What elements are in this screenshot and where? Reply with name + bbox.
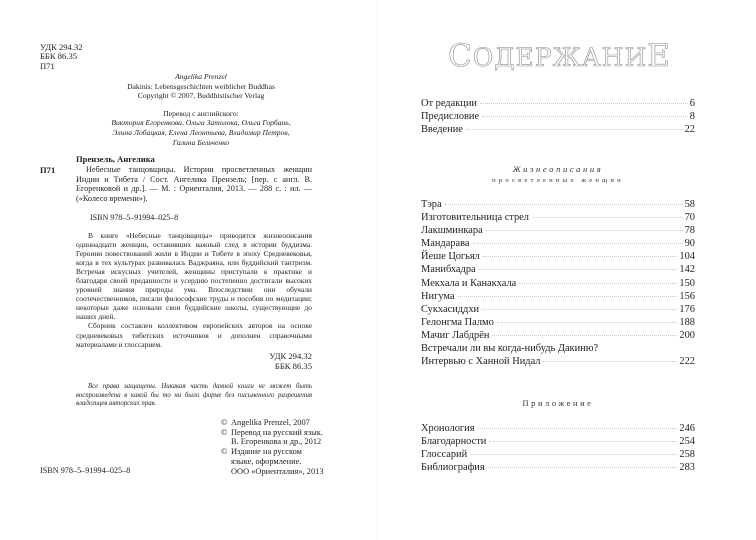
original-author: Angelika Prenzel <box>175 72 227 81</box>
toc-page-number: 246 <box>679 423 695 434</box>
abstract-paragraph: В книге «Небесные танцовщицы» приводятся жизнеописания одиннадцати женщин, оставивших важный след в истории буддизма. Героини повествований жили в Индии и Тибете в эпоху Средневековья, когда в тех культурах развивалась Ваджраяна, или буддийский тантризм. Встречая искусных учителей, женщины приступали к практике и благодаря своей преданности и усердию постепенно достигали высоких уровней знания природы ума. Впоследствии они обучали соотечественников, писали философские труды и пособия по медитации; некоторые даже основали свои буддийские школы, существующие до наших дней. <box>76 231 312 322</box>
dot-leader <box>543 361 677 362</box>
classification-codes-bottom <box>252 352 312 371</box>
title-final: Е <box>647 38 671 74</box>
dot-leader <box>458 296 678 297</box>
toc-entry[interactable] <box>421 448 695 461</box>
toc-intro-list <box>421 97 695 136</box>
toc-entry-label: Благодарности <box>421 436 487 448</box>
section-subheading-biographies: просветленных женщин <box>492 177 624 184</box>
dot-leader <box>497 322 678 323</box>
title-initial: С <box>448 38 473 74</box>
toc-entry-label: Манибхадра <box>421 264 476 276</box>
toc-entry[interactable] <box>421 461 695 474</box>
copyright-line: Издание на русском <box>231 447 302 457</box>
toc-entry-label: Тэра <box>421 199 442 210</box>
bbk-code: ББК 86.35 <box>274 360 312 371</box>
toc-entry-label: Нигума <box>421 290 455 302</box>
dot-leader <box>478 428 678 429</box>
toc-entry[interactable] <box>421 422 695 435</box>
toc-page-number: 8 <box>689 111 695 123</box>
section-heading-biographies: Жизнеописания <box>512 164 604 174</box>
toc-page-number: 283 <box>679 462 695 474</box>
translator-line: Виктория Егоренкова, Ольга Затолока, Ольга Горбань, <box>111 118 291 128</box>
abstract-paragraph: Сборник составлен коллективом европейских авторов на основе средневековых тибетских источников и дополнен справочными материалами и глоссарием. <box>76 321 312 349</box>
toc-entry-label: Лакшминкара <box>421 225 483 237</box>
toc-entry[interactable] <box>421 290 695 303</box>
toc-page-number: 176 <box>679 303 695 315</box>
toc-page-number: 78 <box>684 225 695 237</box>
toc-page-number: 222 <box>679 356 695 368</box>
toc-entry-label: Встречали ли вы когда-нибудь Дакиню? <box>421 343 599 355</box>
toc-entry[interactable] <box>421 237 695 250</box>
toc-page-number: 254 <box>679 436 695 448</box>
toc-entry[interactable] <box>421 123 695 136</box>
copyright-symbol: © <box>221 447 228 457</box>
toc-entry-label: Интервью с Ханной Нидал <box>421 356 541 368</box>
copyright-item <box>221 418 324 428</box>
contents-title <box>448 38 671 74</box>
catalog-code: П71 <box>40 165 56 175</box>
toc-page-number: 6 <box>689 98 695 109</box>
dot-leader <box>445 204 683 205</box>
toc-entry-label: Мандарава <box>421 238 470 250</box>
toc-entry[interactable] <box>421 198 695 211</box>
isbn-catalog: ISBN 978–5–91994–025–8 <box>90 213 179 222</box>
toc-entry[interactable] <box>421 329 695 342</box>
copyright-list <box>221 418 324 476</box>
toc-entry-label: Йеше Цогьял <box>421 251 480 263</box>
toc-page-number: 150 <box>679 277 695 289</box>
toc-page-number: 70 <box>684 212 695 224</box>
isbn-bottom: ISBN 978–5–91994–025–8 <box>40 466 131 475</box>
toc-page-number: 188 <box>679 316 695 328</box>
dot-leader <box>479 269 678 270</box>
dot-leader <box>492 335 677 336</box>
toc-entry[interactable] <box>421 435 695 448</box>
rights-notice: Все права защищены. Никакая часть данной книги не может быть воспроизведена в какой бы то ни было форме без письменного разрешения владельцев авторских прав. <box>76 383 312 408</box>
copyright-line: ООО «Ориенталия», 2013 <box>231 466 324 476</box>
title-middle: ОДЕРЖАНИ <box>472 43 648 72</box>
toc-page-number: 200 <box>679 329 695 341</box>
dot-leader <box>488 467 678 468</box>
toc-page-number: 156 <box>679 290 695 302</box>
toc-entry[interactable] <box>421 250 695 263</box>
copyright-line: языке, оформление. <box>231 456 302 466</box>
book-abstract <box>76 231 312 349</box>
copyright-line: Angelika Prenzel, 2007 <box>231 418 310 427</box>
dot-leader <box>489 441 677 442</box>
author-mark: П71 <box>40 60 55 71</box>
toc-entry-label: Изготовительница стрел <box>421 212 529 224</box>
dot-leader <box>482 116 688 117</box>
toc-entry[interactable] <box>421 277 695 290</box>
copyright-item <box>221 447 324 476</box>
dot-leader <box>483 256 678 257</box>
translator-line: Галина Бельченко <box>172 137 230 147</box>
translated-from: Перевод с английского: <box>163 108 239 118</box>
udk-code: УДК 294.32 <box>269 351 312 361</box>
dot-leader <box>532 217 683 218</box>
catalog-author: Прензель, Ангелика <box>76 154 155 164</box>
toc-entry[interactable] <box>421 316 695 329</box>
section-heading-appendix: Приложение <box>522 399 594 408</box>
dot-leader <box>473 243 683 244</box>
toc-entry-label: Мекхала и Канакхала <box>421 277 517 289</box>
toc-entry-label: Хронология <box>421 423 475 434</box>
dot-leader <box>482 309 677 310</box>
toc-entry[interactable] <box>421 97 695 110</box>
original-edition-info <box>96 72 306 147</box>
toc-entry-label: Библиография <box>421 462 485 474</box>
classification-codes-top <box>40 43 83 71</box>
dot-leader <box>486 230 683 231</box>
dot-leader <box>519 283 677 284</box>
original-title: Dakinis: Lebensgeschichten weiblicher Buddhas <box>127 81 275 91</box>
toc-entry-label: Глоссарий <box>421 449 468 461</box>
toc-page-number: 58 <box>684 199 695 210</box>
toc-entry-label: От редакции <box>421 98 477 109</box>
toc-entry[interactable] <box>421 110 695 123</box>
toc-entry[interactable] <box>421 303 695 316</box>
toc-entry[interactable] <box>421 342 695 355</box>
toc-appendix-list <box>421 422 695 474</box>
toc-entry[interactable] <box>421 263 695 276</box>
copyright-line: Перевод на русский язык. <box>231 427 323 437</box>
udk-code: УДК 294.32 <box>40 42 83 52</box>
toc-entry-label: Введение <box>421 124 463 136</box>
toc-entry[interactable] <box>421 224 695 237</box>
toc-page-number: 22 <box>684 124 695 136</box>
toc-biographies-list <box>421 198 695 368</box>
toc-page-number: 258 <box>679 449 695 461</box>
translator-line: Элина Лобацкая, Елена Леонтьева, Владимир Петров, <box>112 127 290 137</box>
dot-leader <box>466 129 683 130</box>
toc-entry[interactable] <box>421 211 695 224</box>
bbk-code: ББК 86.35 <box>40 51 78 62</box>
copyright-line: В. Егоренкова и др., 2012 <box>231 437 322 447</box>
toc-entry-label: Сукхасиддхи <box>421 303 480 315</box>
copyright-symbol: © <box>221 418 228 427</box>
toc-page-number: 142 <box>679 264 695 276</box>
dot-leader <box>480 103 688 104</box>
toc-entry[interactable] <box>421 355 695 368</box>
toc-entry-label: Мачиг Лабдрён <box>421 329 490 341</box>
dot-leader <box>470 454 677 455</box>
toc-page-number: 104 <box>679 251 695 263</box>
toc-entry-label: Гелонгма Палмо <box>421 316 494 328</box>
toc-page-number: 90 <box>684 238 695 250</box>
original-copyright: Copyright © 2007, Buddhistischer Verlag <box>137 91 265 101</box>
toc-entry-label: Предисловие <box>421 111 480 123</box>
copyright-symbol: © <box>221 427 228 437</box>
catalog-description: Небесные танцовщицы. Истории просветленных женщин Индии и Тибета / Сост. Ангелика Прензель; [пер. с англ. В. Егоренковой и др.]. — М. : Ориенталия, 2013. — 288 с. : ил. — («Колесо времени»). <box>76 165 312 203</box>
copyright-item <box>221 428 324 447</box>
